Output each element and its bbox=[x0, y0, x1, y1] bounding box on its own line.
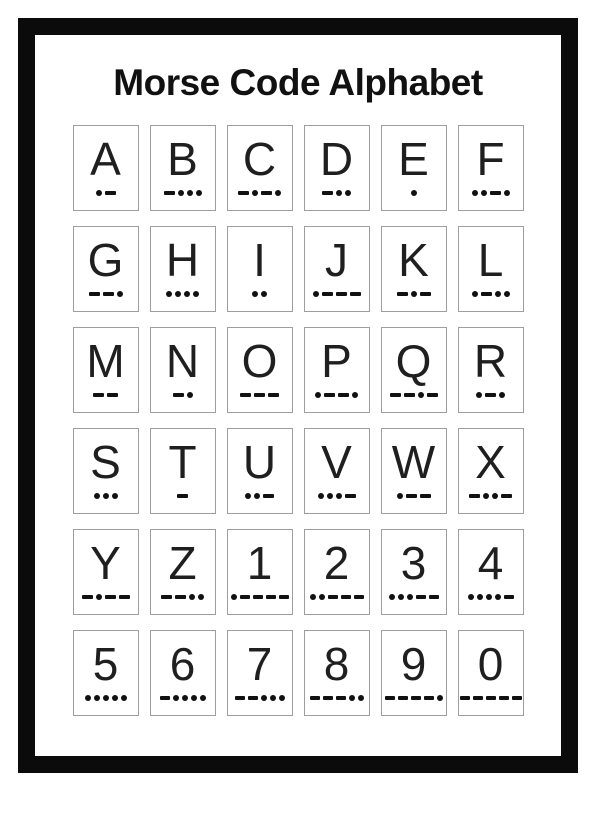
card-character: G bbox=[87, 234, 124, 286]
morse-dot bbox=[187, 392, 193, 398]
card-morse-code bbox=[315, 391, 358, 399]
card-morse-code bbox=[93, 391, 118, 399]
morse-card bbox=[227, 226, 293, 312]
card-character: N bbox=[165, 335, 200, 387]
morse-dot bbox=[352, 392, 358, 398]
card-character: H bbox=[165, 234, 200, 286]
card-character: L bbox=[477, 234, 504, 286]
card-morse-code bbox=[173, 391, 193, 399]
morse-card bbox=[381, 630, 447, 716]
morse-dash bbox=[490, 191, 501, 195]
morse-dash bbox=[460, 696, 470, 700]
morse-dash bbox=[322, 292, 333, 296]
card-character: M bbox=[86, 335, 125, 387]
morse-card bbox=[304, 125, 370, 211]
morse-dash bbox=[390, 393, 401, 397]
page-title: Morse Code Alphabet bbox=[113, 62, 483, 103]
morse-dot bbox=[313, 291, 319, 297]
card-morse-code bbox=[245, 492, 274, 500]
card-character: Z bbox=[168, 537, 197, 589]
card-morse-code bbox=[318, 492, 356, 500]
morse-dot bbox=[504, 291, 510, 297]
morse-dash bbox=[323, 696, 333, 700]
morse-dash bbox=[164, 191, 175, 195]
morse-dash bbox=[501, 494, 512, 498]
card-character: Q bbox=[395, 335, 432, 387]
morse-dot bbox=[270, 695, 276, 701]
card-character: P bbox=[321, 335, 352, 387]
card-morse-code bbox=[89, 290, 123, 298]
morse-dot bbox=[261, 291, 267, 297]
morse-dot bbox=[418, 392, 424, 398]
morse-dot bbox=[231, 594, 237, 600]
morse-dot bbox=[319, 594, 325, 600]
card-character: Y bbox=[90, 537, 121, 589]
morse-dash bbox=[82, 595, 93, 599]
morse-dash bbox=[175, 595, 186, 599]
morse-dash bbox=[93, 393, 104, 397]
morse-card bbox=[150, 529, 216, 615]
morse-card bbox=[458, 125, 524, 211]
card-morse-code bbox=[310, 694, 364, 702]
morse-dash bbox=[161, 595, 172, 599]
morse-dot bbox=[310, 594, 316, 600]
card-morse-code bbox=[161, 593, 204, 601]
morse-dash bbox=[499, 696, 509, 700]
morse-card bbox=[458, 226, 524, 312]
morse-card bbox=[227, 327, 293, 413]
card-morse-code bbox=[472, 290, 510, 298]
morse-dot bbox=[191, 695, 197, 701]
card-morse-code bbox=[85, 694, 127, 702]
morse-dot bbox=[411, 190, 417, 196]
morse-dot bbox=[411, 291, 417, 297]
morse-dot bbox=[358, 695, 364, 701]
morse-dot bbox=[345, 190, 351, 196]
morse-dash bbox=[420, 494, 431, 498]
morse-dash bbox=[160, 696, 170, 700]
morse-dot bbox=[252, 291, 258, 297]
morse-dot bbox=[189, 594, 195, 600]
morse-dot bbox=[389, 594, 395, 600]
morse-dash bbox=[427, 393, 438, 397]
morse-dot bbox=[198, 594, 204, 600]
morse-dot bbox=[397, 493, 403, 499]
morse-dash bbox=[504, 595, 514, 599]
card-morse-code bbox=[322, 189, 351, 197]
morse-card bbox=[150, 226, 216, 312]
card-character: 3 bbox=[400, 537, 427, 589]
morse-dash bbox=[173, 393, 184, 397]
morse-dash bbox=[404, 393, 415, 397]
card-morse-code bbox=[160, 694, 206, 702]
morse-dot bbox=[315, 392, 321, 398]
morse-dot bbox=[184, 291, 190, 297]
card-character: T bbox=[168, 436, 197, 488]
card-character: J bbox=[325, 234, 348, 286]
morse-dash bbox=[350, 292, 361, 296]
card-morse-code bbox=[411, 189, 417, 197]
morse-dash bbox=[254, 393, 265, 397]
morse-dash bbox=[324, 393, 335, 397]
morse-card bbox=[227, 428, 293, 514]
card-character: 1 bbox=[246, 537, 273, 589]
card-morse-code bbox=[397, 492, 431, 500]
card-character: V bbox=[321, 436, 352, 488]
morse-dot bbox=[117, 291, 123, 297]
morse-card bbox=[458, 327, 524, 413]
morse-dot bbox=[96, 190, 102, 196]
morse-dot bbox=[200, 695, 206, 701]
morse-dash bbox=[469, 494, 480, 498]
morse-dot bbox=[407, 594, 413, 600]
morse-card bbox=[73, 327, 139, 413]
morse-dash bbox=[398, 696, 408, 700]
card-character: K bbox=[398, 234, 429, 286]
card-morse-code bbox=[390, 391, 438, 399]
morse-dot bbox=[398, 594, 404, 600]
morse-dash bbox=[107, 393, 118, 397]
morse-dash bbox=[105, 595, 116, 599]
morse-card bbox=[227, 630, 293, 716]
morse-dash bbox=[253, 595, 263, 599]
morse-card bbox=[150, 630, 216, 716]
card-morse-code bbox=[252, 290, 267, 298]
morse-dash bbox=[177, 494, 188, 498]
morse-dash bbox=[261, 191, 272, 195]
morse-dash bbox=[411, 696, 421, 700]
morse-dot bbox=[327, 493, 333, 499]
card-character: E bbox=[398, 133, 429, 185]
morse-dash bbox=[328, 595, 338, 599]
morse-dot bbox=[495, 291, 501, 297]
morse-dash bbox=[103, 292, 114, 296]
morse-card bbox=[150, 327, 216, 413]
morse-card bbox=[304, 428, 370, 514]
morse-card bbox=[381, 125, 447, 211]
card-character: 0 bbox=[477, 638, 504, 690]
morse-dot bbox=[476, 392, 482, 398]
morse-dash bbox=[279, 595, 289, 599]
morse-dash bbox=[89, 292, 100, 296]
morse-dot bbox=[437, 695, 443, 701]
morse-dash bbox=[119, 595, 130, 599]
morse-dot bbox=[173, 695, 179, 701]
morse-dot bbox=[182, 695, 188, 701]
morse-dot bbox=[483, 493, 489, 499]
morse-dot bbox=[112, 493, 118, 499]
morse-dot bbox=[112, 695, 118, 701]
morse-dash bbox=[248, 696, 258, 700]
card-character: B bbox=[167, 133, 198, 185]
morse-dash bbox=[310, 696, 320, 700]
morse-dot bbox=[85, 695, 91, 701]
card-morse-code bbox=[177, 492, 188, 500]
card-character: A bbox=[90, 133, 121, 185]
card-morse-code bbox=[313, 290, 361, 298]
morse-dot bbox=[94, 493, 100, 499]
morse-dash bbox=[397, 292, 408, 296]
card-morse-code bbox=[460, 694, 522, 702]
morse-dash bbox=[336, 696, 346, 700]
morse-card bbox=[458, 428, 524, 514]
morse-dash bbox=[105, 191, 116, 195]
card-character: S bbox=[90, 436, 121, 488]
morse-card bbox=[304, 327, 370, 413]
morse-dot bbox=[103, 695, 109, 701]
card-character: C bbox=[242, 133, 277, 185]
card-morse-code bbox=[240, 391, 279, 399]
morse-dot bbox=[245, 493, 251, 499]
morse-dash bbox=[235, 696, 245, 700]
card-character: X bbox=[475, 436, 506, 488]
morse-dash bbox=[512, 696, 522, 700]
morse-card bbox=[458, 529, 524, 615]
morse-dot bbox=[261, 695, 267, 701]
morse-dash bbox=[268, 393, 279, 397]
morse-dot bbox=[336, 493, 342, 499]
morse-dot bbox=[178, 190, 184, 196]
morse-dot bbox=[492, 493, 498, 499]
card-morse-code bbox=[472, 189, 510, 197]
morse-dot bbox=[254, 493, 260, 499]
morse-dash bbox=[338, 393, 349, 397]
card-morse-code bbox=[389, 593, 439, 601]
morse-dot bbox=[472, 190, 478, 196]
morse-card bbox=[381, 529, 447, 615]
card-character: W bbox=[391, 436, 436, 488]
morse-dot bbox=[468, 594, 474, 600]
card-morse-code bbox=[468, 593, 514, 601]
card-morse-code bbox=[476, 391, 505, 399]
morse-card bbox=[381, 327, 447, 413]
card-morse-code bbox=[310, 593, 364, 601]
morse-card bbox=[73, 529, 139, 615]
card-character: 9 bbox=[400, 638, 427, 690]
card-character: 5 bbox=[92, 638, 119, 690]
morse-dash bbox=[473, 696, 483, 700]
morse-card bbox=[227, 529, 293, 615]
card-morse-code bbox=[94, 492, 118, 500]
card-character: 4 bbox=[477, 537, 504, 589]
morse-dash bbox=[322, 191, 333, 195]
card-character: D bbox=[319, 133, 354, 185]
morse-dot bbox=[103, 493, 109, 499]
morse-card bbox=[150, 125, 216, 211]
morse-grid bbox=[35, 125, 561, 716]
morse-dash bbox=[341, 595, 351, 599]
morse-dot bbox=[196, 190, 202, 196]
morse-dash bbox=[354, 595, 364, 599]
morse-dot bbox=[349, 695, 355, 701]
morse-dot bbox=[166, 291, 172, 297]
morse-dash bbox=[424, 696, 434, 700]
morse-dash bbox=[240, 393, 251, 397]
card-character: 7 bbox=[246, 638, 273, 690]
morse-dash bbox=[481, 292, 492, 296]
morse-dot bbox=[187, 190, 193, 196]
card-character: O bbox=[241, 335, 278, 387]
morse-dash bbox=[416, 595, 426, 599]
morse-dot bbox=[275, 190, 281, 196]
morse-card bbox=[304, 630, 370, 716]
morse-dash bbox=[240, 595, 250, 599]
morse-dot bbox=[504, 190, 510, 196]
morse-dot bbox=[336, 190, 342, 196]
poster-frame bbox=[18, 18, 578, 773]
card-morse-code bbox=[166, 290, 199, 298]
card-morse-code bbox=[238, 189, 281, 197]
card-character: R bbox=[473, 335, 508, 387]
card-character: 6 bbox=[169, 638, 196, 690]
morse-dot bbox=[495, 594, 501, 600]
card-character: U bbox=[242, 436, 277, 488]
card-character: F bbox=[476, 133, 505, 185]
morse-card bbox=[73, 125, 139, 211]
morse-dash bbox=[263, 494, 274, 498]
morse-dash bbox=[266, 595, 276, 599]
card-morse-code bbox=[231, 593, 289, 601]
morse-dot bbox=[193, 291, 199, 297]
morse-dot bbox=[472, 291, 478, 297]
morse-card bbox=[73, 428, 139, 514]
morse-dot bbox=[481, 190, 487, 196]
morse-dot bbox=[96, 594, 102, 600]
morse-dot bbox=[121, 695, 127, 701]
morse-card bbox=[304, 226, 370, 312]
morse-card bbox=[73, 226, 139, 312]
card-morse-code bbox=[235, 694, 285, 702]
card-morse-code bbox=[164, 189, 202, 197]
morse-dash bbox=[406, 494, 417, 498]
morse-dot bbox=[486, 594, 492, 600]
morse-dash bbox=[486, 696, 496, 700]
card-character: 8 bbox=[323, 638, 350, 690]
morse-dash bbox=[385, 696, 395, 700]
morse-dash bbox=[345, 494, 356, 498]
morse-card bbox=[227, 125, 293, 211]
card-morse-code bbox=[469, 492, 512, 500]
morse-card bbox=[73, 630, 139, 716]
morse-dot bbox=[94, 695, 100, 701]
card-morse-code bbox=[397, 290, 431, 298]
card-character: I bbox=[253, 234, 266, 286]
card-character: 2 bbox=[323, 537, 350, 589]
card-morse-code bbox=[96, 189, 116, 197]
morse-dot bbox=[477, 594, 483, 600]
morse-dot bbox=[279, 695, 285, 701]
morse-card bbox=[150, 428, 216, 514]
morse-dot bbox=[252, 190, 258, 196]
morse-dash bbox=[485, 393, 496, 397]
morse-dash bbox=[429, 595, 439, 599]
morse-dot bbox=[175, 291, 181, 297]
morse-dash bbox=[420, 292, 431, 296]
morse-dot bbox=[318, 493, 324, 499]
morse-dash bbox=[238, 191, 249, 195]
morse-dot bbox=[499, 392, 505, 398]
morse-card bbox=[304, 529, 370, 615]
card-morse-code bbox=[385, 694, 443, 702]
card-morse-code bbox=[82, 593, 130, 601]
morse-card bbox=[458, 630, 524, 716]
morse-dash bbox=[336, 292, 347, 296]
morse-card bbox=[381, 226, 447, 312]
morse-card bbox=[381, 428, 447, 514]
